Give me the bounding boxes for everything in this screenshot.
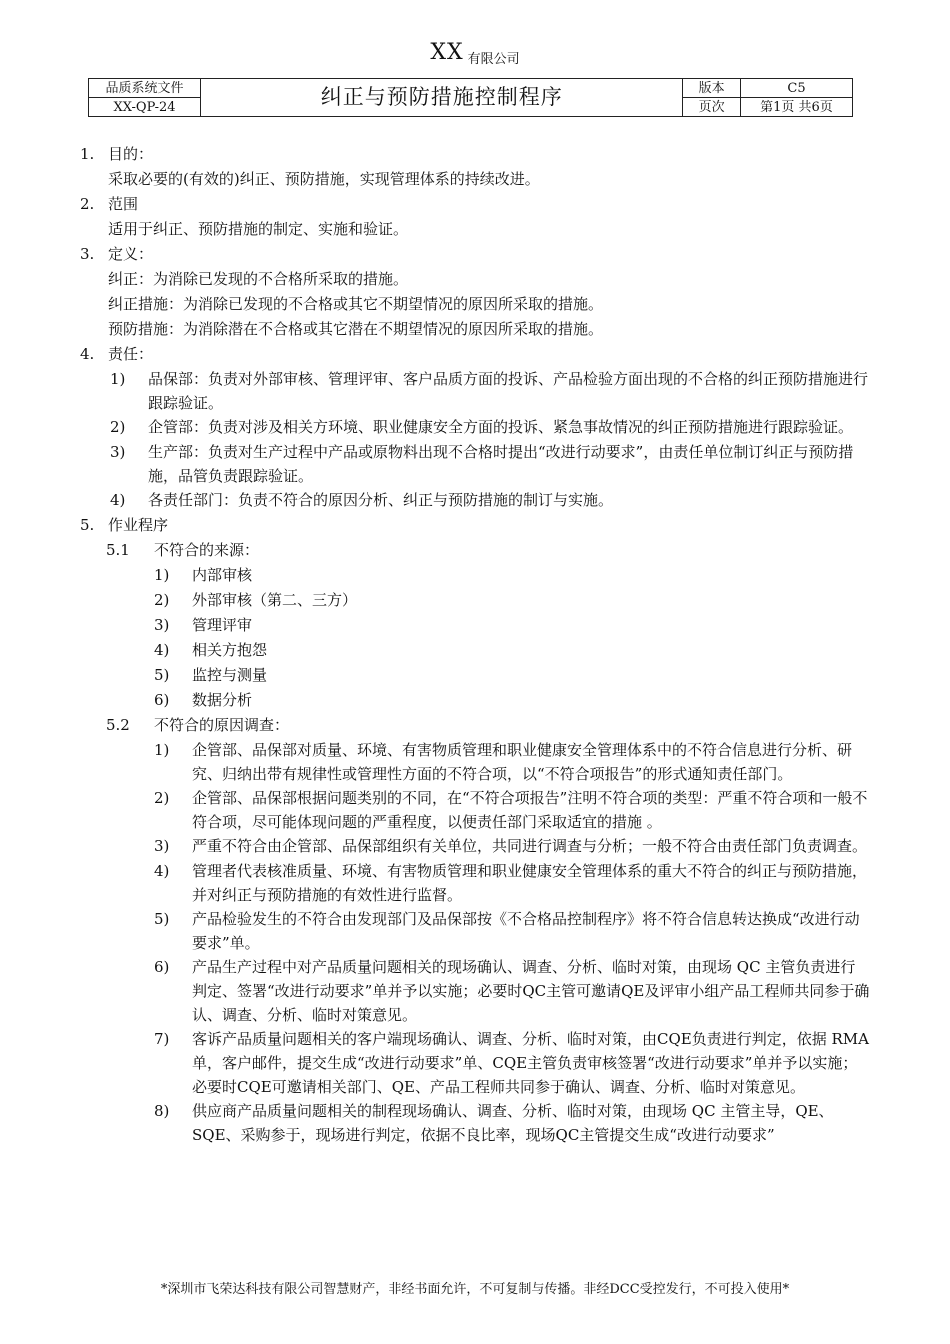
- subsection-title: 不符合的来源：: [154, 541, 260, 559]
- page-footer: *深圳市飞荣达科技有限公司智慧财产，非经书面允许，不可复制与传播。非经DCC受控发行，不可投入使用*: [160, 1282, 790, 1297]
- list-item: [80, 955, 870, 1027]
- list-item: [80, 688, 870, 713]
- item-num: 2): [154, 789, 170, 807]
- list-item: [80, 440, 870, 488]
- item-text: 产品检验发生的不符合由发现部门及品保部按《不合格品控制程序》将不符合信息转达换成“改进行动要求”单。: [192, 910, 860, 952]
- page-label: 页次: [683, 98, 741, 117]
- list-item: [80, 613, 870, 638]
- company-main: XX: [430, 40, 464, 65]
- subsection-5-2-heading: [80, 713, 870, 738]
- item-text: 外部审核（第二、三方）: [192, 591, 358, 609]
- subsection-title: 不符合的原因调查：: [154, 716, 290, 734]
- company-sub: 有限公司: [467, 52, 520, 67]
- section-title: 目的：: [108, 145, 154, 163]
- subsection-5-1-heading: [80, 538, 870, 563]
- item-num: 7): [154, 1030, 170, 1048]
- list-item: [80, 588, 870, 613]
- item-num: 2): [154, 591, 170, 609]
- section-num: 3.: [80, 245, 95, 263]
- item-num: 1): [154, 741, 170, 759]
- list-item: [80, 663, 870, 688]
- list-item: [80, 1027, 870, 1099]
- section-2-text: 适用于纠正、预防措施的制定、实施和验证。: [108, 220, 409, 238]
- section-num: 5.: [80, 516, 95, 534]
- section-num: 2.: [80, 195, 95, 213]
- item-text: 内部审核: [192, 566, 253, 584]
- item-num: 3): [154, 616, 170, 634]
- company-name: [0, 40, 950, 65]
- item-text: 企管部：负责对涉及相关方环境、职业健康安全方面的投诉、紧急事故情况的纠正预防措施进行跟踪验证。: [148, 418, 854, 436]
- list-item: [80, 859, 870, 907]
- definition-correction: 纠正：为消除已发现的不合格所采取的措施。: [108, 270, 409, 288]
- item-text: 企管部、品保部对质量、环境、有害物质管理和职业健康安全管理体系中的不符合信息进行分析、研究、归纳出带有规律性或管理性方面的不符合项，以“不符合项报告”的形式通知责任部门。: [192, 741, 853, 783]
- section-1-heading: [80, 142, 870, 167]
- item-num: 5): [154, 910, 170, 928]
- subsection-num: 5.2: [106, 716, 130, 734]
- list-item: [80, 738, 870, 786]
- item-num: 3): [154, 837, 170, 855]
- item-num: 8): [154, 1102, 170, 1120]
- item-text: 企管部、品保部根据问题类别的不同，在“不符合项报告”注明不符合项的类型：严重不符合项和一般不符合项，尽可能体现问题的严重程度，以便责任部门采取适宜的措施 。: [192, 789, 868, 831]
- section-3-heading: [80, 242, 870, 267]
- section-title: 作业程序: [108, 516, 169, 534]
- version-value: C5: [740, 79, 852, 98]
- item-num: 4): [154, 641, 170, 659]
- item-text: 管理者代表核准质量、环境、有害物质管理和职业健康安全管理体系的重大不符合的纠正与预防措施，并对纠正与预防措施的有效性进行监督。: [192, 862, 868, 904]
- item-num: 2): [110, 418, 126, 436]
- section-5-heading: [80, 513, 870, 538]
- item-num: 4): [110, 491, 126, 509]
- definition-preventive-action: 预防措施：为消除潜在不合格或其它潜在不期望情况的原因所采取的措施。: [108, 320, 604, 338]
- list-item: [80, 367, 870, 415]
- section-title: 责任：: [108, 345, 154, 363]
- list-item: [80, 1099, 870, 1147]
- definition-corrective-action: 纠正措施：为消除已发现的不合格或其它不期望情况的原因所采取的措施。: [108, 295, 604, 313]
- subsection-num: 5.1: [106, 541, 130, 559]
- section-2-heading: [80, 192, 870, 217]
- item-num: 1): [154, 566, 170, 584]
- list-item: [80, 638, 870, 663]
- list-item: [80, 488, 870, 513]
- item-num: 6): [154, 691, 170, 709]
- list-item: [80, 907, 870, 955]
- item-num: 6): [154, 958, 170, 976]
- item-num: 4): [154, 862, 170, 880]
- list-item: [80, 415, 870, 440]
- section-num: 1.: [80, 145, 95, 163]
- item-num: 3): [110, 443, 126, 461]
- item-text: 品保部：负责对外部审核、管理评审、客户品质方面的投诉、产品检验方面出现的不合格的纠正预防措施进行跟踪验证。: [148, 370, 869, 412]
- item-text: 管理评审: [192, 616, 253, 634]
- section-title: 范围: [108, 195, 139, 213]
- list-item: [80, 834, 870, 859]
- item-text: 生产部：负责对生产过程中产品或原物料出现不合格时提出“改进行动要求”，由责任单位制订纠正与预防措施，品管负责跟踪验证。: [148, 443, 854, 485]
- item-text: 供应商产品质量问题相关的制程现场确认、调查、分析、临时对策，由现场 QC 主管主导，QE、SQE、采购参于，现场进行判定，依据不良比率，现场QC主管提交生成“改进行动要求”: [192, 1102, 834, 1144]
- section-1-text: 采取必要的(有效的)纠正、预防措施，实现管理体系的持续改进。: [108, 170, 540, 188]
- doc-number: XX-QP-24: [89, 98, 201, 117]
- item-text: 数据分析: [192, 691, 253, 709]
- doc-type: 品质系统文件: [89, 79, 201, 98]
- section-num: 4.: [80, 345, 95, 363]
- section-4-heading: [80, 342, 870, 367]
- item-text: 各责任部门：负责不符合的原因分析、纠正与预防措施的制订与实施。: [148, 491, 614, 509]
- section-title: 定义：: [108, 245, 154, 263]
- item-text: 产品生产过程中对产品质量问题相关的现场确认、调查、分析、临时对策，由现场 QC 主管负责进行判定、签署“改进行动要求”单并予以实施；必要时QC主管可邀请QE及评审小组产品工程师共同参于确认、调查、分析、临时对策意见。: [192, 958, 870, 1024]
- list-item: [80, 786, 870, 834]
- item-num: 5): [154, 666, 170, 684]
- list-item: [80, 563, 870, 588]
- version-label: 版本: [683, 79, 741, 98]
- item-num: 1): [110, 370, 126, 388]
- document-header-table: [88, 78, 853, 117]
- document-body: [80, 142, 870, 1147]
- doc-title: 纠正与预防措施控制程序: [201, 79, 683, 117]
- item-text: 监控与测量: [192, 666, 268, 684]
- item-text: 相关方抱怨: [192, 641, 268, 659]
- item-text: 严重不符合由企管部、品保部组织有关单位，共同进行调查与分析；一般不符合由责任部门负责调查。: [192, 837, 868, 855]
- item-text: 客诉产品质量问题相关的客户端现场确认、调查、分析、临时对策，由CQE负责进行判定，依据 RMA 单，客户邮件，提交生成“改进行动要求”单、CQE主管负责审核签署“改进行动要求”单并予以实施；必要时CQE可邀请相关部门、QE、产品工程师共同参于确认、调查、分析、临时对策意见。: [192, 1030, 869, 1096]
- page-value: 第1页 共6页: [740, 98, 852, 117]
